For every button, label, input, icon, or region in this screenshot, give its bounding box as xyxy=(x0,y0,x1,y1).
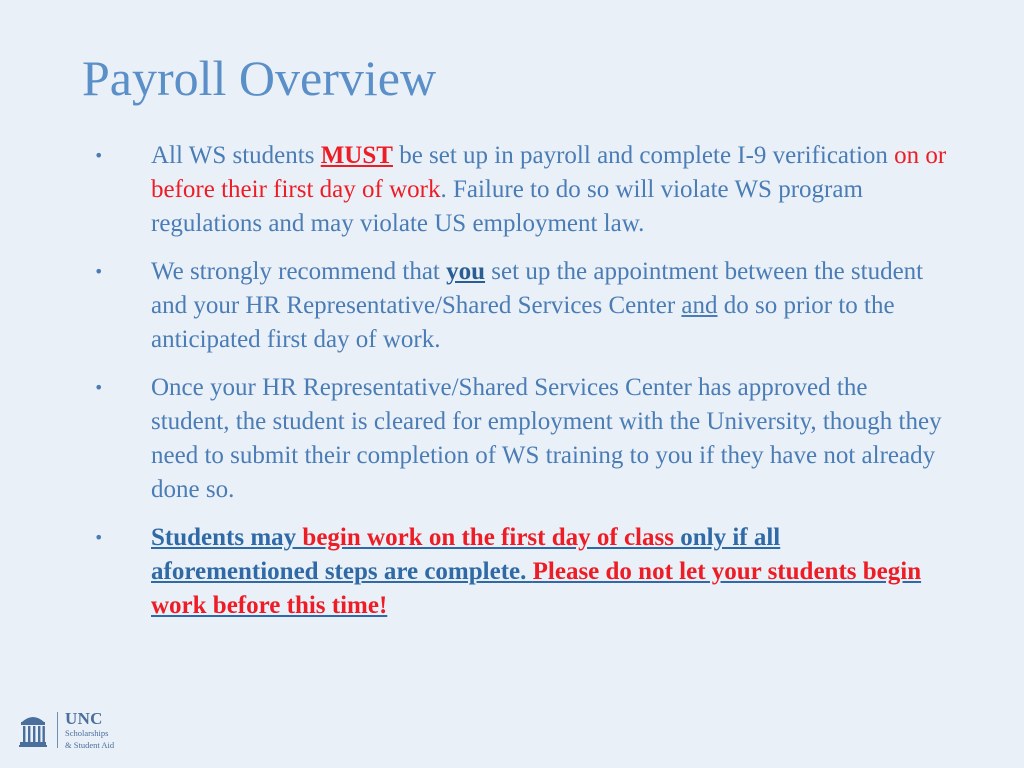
bullet-list xyxy=(92,139,952,637)
bullet-text: Students may xyxy=(151,524,303,551)
logo-divider xyxy=(57,712,58,748)
bullet-payroll-requirement xyxy=(92,139,952,241)
and-emphasis: and xyxy=(681,292,718,319)
logo-text xyxy=(65,710,114,750)
bullet-start-work-warning xyxy=(92,521,952,623)
old-well-icon xyxy=(18,711,48,749)
logo-name: UNC xyxy=(65,709,103,729)
bullet-marker: • xyxy=(94,262,104,281)
warning-emphasis: Please do not let your students begin work before this time! xyxy=(151,558,922,619)
bullet-marker: • xyxy=(94,146,104,165)
bullet-appointment-recommendation xyxy=(92,255,952,357)
bullet-marker: • xyxy=(94,378,104,397)
first-day-emphasis: begin work on the first day of class xyxy=(302,524,674,551)
logo-line-1: Scholarships xyxy=(65,728,109,739)
must-emphasis: MUST xyxy=(320,142,393,169)
you-emphasis: you xyxy=(446,258,486,285)
deadline-emphasis: on or before their first day of work xyxy=(151,142,947,203)
bullet-text: Once your HR Representative/Shared Services Center has approved the student, the student is cleared for employment with the University, though they need to submit their completion of WS training to you if they have not already done so. xyxy=(151,374,942,503)
slide-title: Payroll Overview xyxy=(82,50,437,106)
bullet-text: only if all aforementioned steps are complete. xyxy=(151,524,781,585)
bullet-text: set up the appointment between the student and your HR Representative/Shared Services Center xyxy=(151,258,924,319)
bullet-text: be set up in payroll and complete I-9 verification xyxy=(392,142,895,169)
bullet-marker: • xyxy=(94,528,104,547)
unc-logo xyxy=(18,709,114,751)
logo-line-2: & Student Aid xyxy=(65,739,115,750)
bullet-text: do so prior to the anticipated first day of work. xyxy=(151,292,895,353)
bullet-text: All WS students xyxy=(151,142,321,169)
bullet-hr-approval xyxy=(92,371,952,507)
bullet-text: We strongly recommend that xyxy=(151,258,447,285)
bullet-text: . Failure to do so will violate WS program regulations and may violate US employment law. xyxy=(151,176,863,237)
